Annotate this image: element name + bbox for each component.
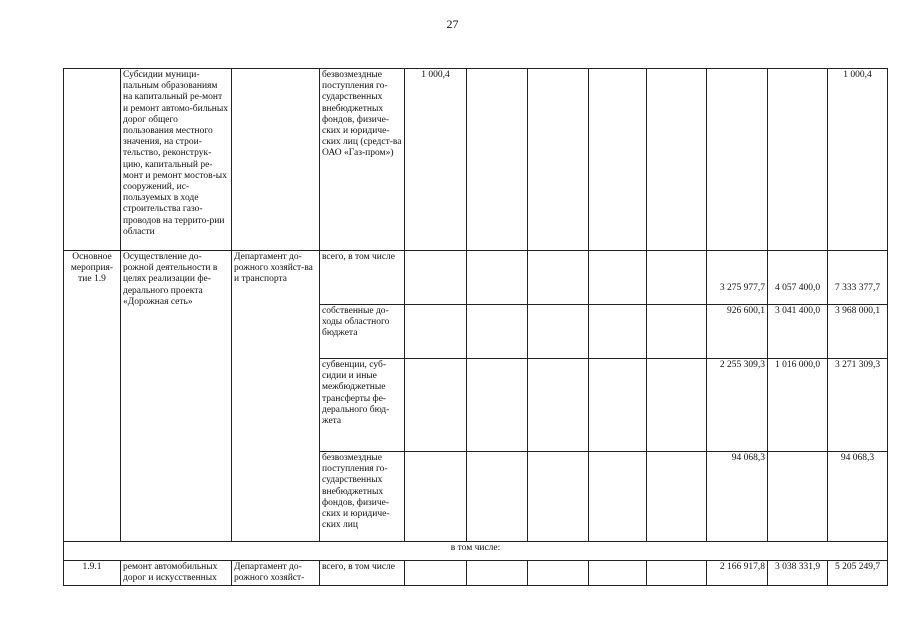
value-cell-3 bbox=[528, 359, 589, 452]
value-cell-6: 94 068,3 bbox=[707, 452, 768, 542]
source-cell: субвенции, суб-сидии и иные межбюджетные трансферты фе-дерального бюд-жета bbox=[320, 359, 405, 452]
value-cell-1 bbox=[405, 561, 467, 586]
value-cell-5 bbox=[647, 69, 707, 251]
value-cell-4 bbox=[589, 452, 647, 542]
value-cell-6: 2 255 309,3 bbox=[707, 359, 768, 452]
value-cell-4 bbox=[589, 251, 647, 305]
value-cell-6: 2 166 917,8 bbox=[707, 561, 768, 586]
subtotal-note: в том числе: bbox=[64, 542, 888, 561]
total-cell: 3 271 309,3 bbox=[828, 359, 888, 452]
value-cell-6: 3 275 977,7 bbox=[707, 251, 768, 305]
code-cell: Основное мероприя-тие 1.9 bbox=[64, 251, 121, 542]
source-cell: всего, в том числе bbox=[320, 561, 405, 586]
total-cell: 1 000,4 bbox=[828, 69, 888, 251]
value-cell-6: 926 600,1 bbox=[707, 305, 768, 359]
value-cell-2 bbox=[467, 69, 528, 251]
value-cell-4 bbox=[589, 359, 647, 452]
total-cell: 3 968 000,1 bbox=[828, 305, 888, 359]
value-cell-4 bbox=[589, 305, 647, 359]
value-cell-7: 3 041 400,0 bbox=[768, 305, 828, 359]
total-cell: 5 205 249,7 bbox=[828, 561, 888, 586]
value-cell-1 bbox=[405, 359, 467, 452]
table-row bbox=[64, 561, 888, 586]
table-row bbox=[64, 69, 888, 251]
budget-table bbox=[63, 68, 888, 586]
value-cell-4 bbox=[589, 561, 647, 586]
source-cell: собственные до-ходы областного бюджета bbox=[320, 305, 405, 359]
value-cell-3 bbox=[528, 251, 589, 305]
value-cell-2 bbox=[467, 305, 528, 359]
table-row bbox=[64, 542, 888, 561]
value-cell-4 bbox=[589, 69, 647, 251]
source-cell: всего, в том числе bbox=[320, 251, 405, 305]
value-cell-7 bbox=[768, 452, 828, 542]
code-cell: 1.9.1 bbox=[64, 561, 121, 586]
value-cell-1: 1 000,4 bbox=[405, 69, 467, 251]
value-cell-2 bbox=[467, 561, 528, 586]
value-cell-5 bbox=[647, 359, 707, 452]
value-cell-3 bbox=[528, 452, 589, 542]
code-cell bbox=[64, 69, 121, 251]
value-cell-1 bbox=[405, 305, 467, 359]
name-cell: Субсидии муници-пальным образованиям на капитальный ре-монт и ремонт автомо-бильных дорог общего пользования местного значения, на строи-тельство, реконструк-цию, капитальный ре-монт и ремонт мостов-ых сооружений, ис-пользуемых в ходе строительства газо-проводов на террито-рии области bbox=[121, 69, 232, 251]
value-cell-2 bbox=[467, 251, 528, 305]
executor-cell bbox=[232, 69, 320, 251]
value-cell-2 bbox=[467, 359, 528, 452]
total-cell: 94 068,3 bbox=[828, 452, 888, 542]
value-cell-7: 3 038 331,9 bbox=[768, 561, 828, 586]
total-cell: 7 333 377,7 bbox=[828, 251, 888, 305]
name-cell: Осуществление до-рожной деятельности в целях реализации фе-дерального проекта «Дорожная сеть» bbox=[121, 251, 232, 542]
table-row bbox=[64, 251, 888, 305]
value-cell-3 bbox=[528, 69, 589, 251]
value-cell-5 bbox=[647, 251, 707, 305]
executor-cell: Департамент до-рожного хозяйст- bbox=[232, 561, 320, 586]
value-cell-5 bbox=[647, 452, 707, 542]
value-cell-6 bbox=[707, 69, 768, 251]
value-cell-7: 4 057 400,0 bbox=[768, 251, 828, 305]
value-cell-1 bbox=[405, 452, 467, 542]
page-number: 27 bbox=[446, 17, 459, 31]
source-cell: безвозмездные поступления го-сударственных внебюджетных фондов, физиче-ских и юридиче-ских лиц (средст-ва ОАО «Газ-пром») bbox=[320, 69, 405, 251]
value-cell-1 bbox=[405, 251, 467, 305]
source-cell: безвозмездные поступления го-сударственных внебюджетных фондов, физиче-ских и юридиче-ских лиц bbox=[320, 452, 405, 542]
name-cell: ремонт автомобильных дорог и искусственных bbox=[121, 561, 232, 586]
value-cell-2 bbox=[467, 452, 528, 542]
value-cell-5 bbox=[647, 305, 707, 359]
value-cell-3 bbox=[528, 305, 589, 359]
value-cell-7: 1 016 000,0 bbox=[768, 359, 828, 452]
value-cell-7 bbox=[768, 69, 828, 251]
value-cell-5 bbox=[647, 561, 707, 586]
value-cell-3 bbox=[528, 561, 589, 586]
executor-cell: Департамент до-рожного хозяйст-ва и транспорта bbox=[232, 251, 320, 542]
